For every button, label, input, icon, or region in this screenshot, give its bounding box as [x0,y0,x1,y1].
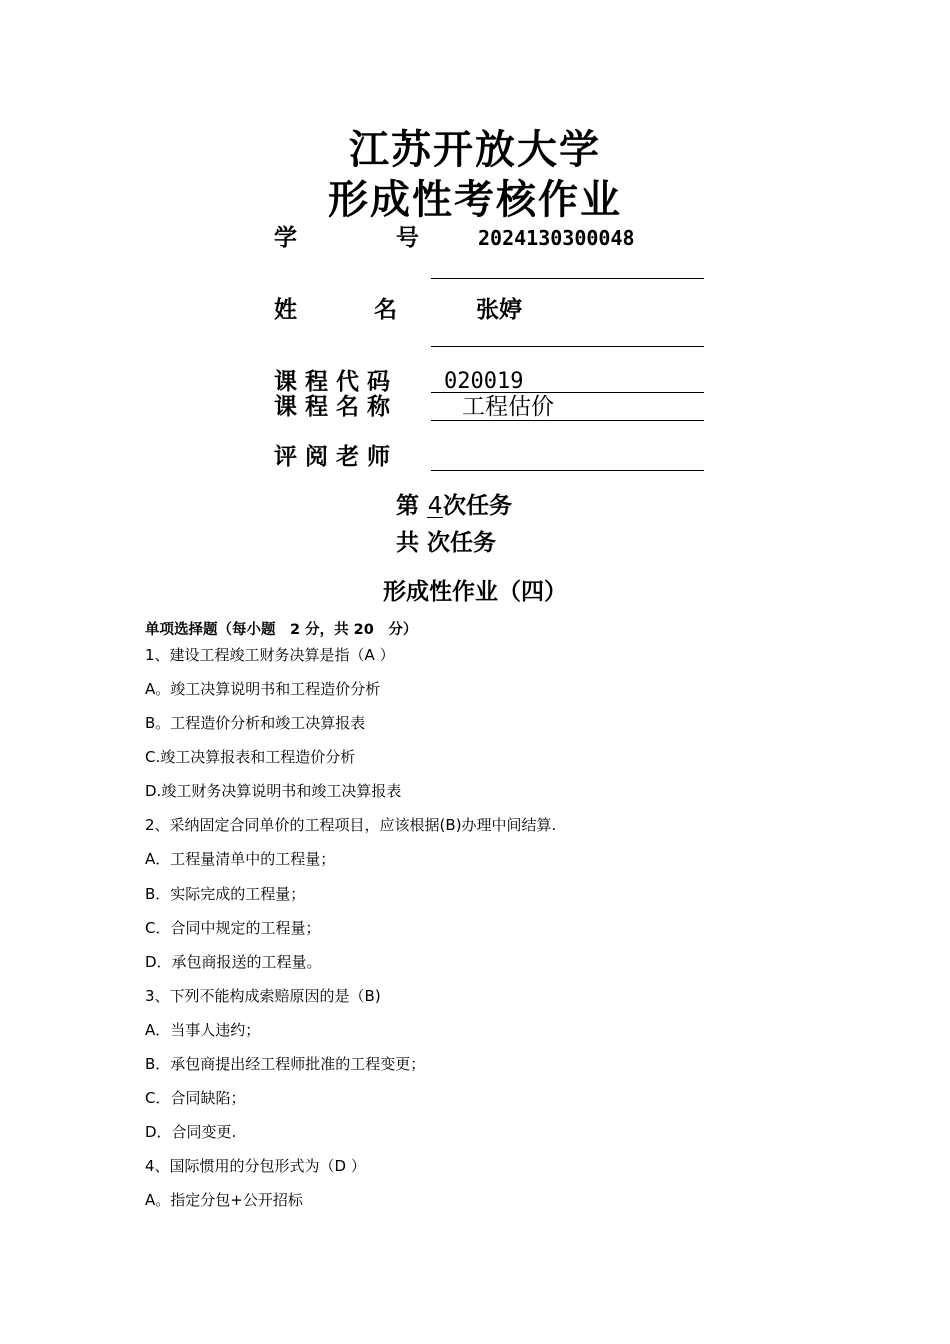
task-line [396,492,512,520]
option-line: A。指定分包+公开招标 [145,1191,303,1209]
question-line: 3、下列不能构成索赔原因的是（B) [145,987,381,1005]
option-line: B。工程造价分析和竣工决算报表 [145,714,366,732]
total-task-line [396,529,496,557]
option-line: A。竣工决算说明书和工程造价分析 [145,680,381,698]
option-line: D．合同变更. [145,1123,237,1141]
task-number: 4 [427,493,443,519]
option-line: C．合同中规定的工程量； [145,919,321,937]
name-underline [431,346,704,347]
option-line: C.竣工决算报表和工程造价分析 [145,748,356,766]
student-id-label-b: 号 [396,225,419,251]
reviewer-label: 评 阅 老 师 [274,444,391,470]
course-code-label: 课 程 代 码 [274,369,391,395]
course-name-value: 工程估价 [462,394,554,420]
course-code-value: 020019 [444,369,524,394]
student-id-underline [431,278,704,279]
option-line: A．工程量清单中的工程量； [145,850,336,868]
task-prefix: 第 [396,493,419,519]
university-title: 江苏开放大学 [349,127,601,173]
option-line: C．合同缺陷； [145,1089,246,1107]
document-title: 形成性考核作业 [328,177,622,223]
task-suffix: 次任务 [443,493,513,519]
option-line: B．承包商提出经工程师批准的工程变更； [145,1055,426,1073]
student-id-value: 2024130300048 [478,226,635,250]
name-label-a: 姓 [274,297,297,323]
option-line: D.竣工财务决算说明书和竣工决算报表 [145,782,402,800]
course-name-label: 课 程 名 称 [274,394,391,420]
homework-title: 形成性作业（四） [383,579,567,605]
option-line: A．当事人违约； [145,1021,261,1039]
course-name-underline [431,420,704,421]
total-task-prefix: 共 [396,530,419,556]
student-id-label-a: 学 [274,225,297,251]
total-task-suffix: 次任务 [427,530,497,556]
section-title: 单项选择题（每小题 2 分，共 20 分） [145,622,418,638]
name-value: 张婷 [476,297,522,323]
reviewer-underline [431,470,704,471]
question-line: 2、采纳固定合同单价的工程项目，应该根据(B)办理中间结算. [145,816,557,834]
question-line: 1、建设工程竣工财务决算是指（A ） [145,646,395,664]
name-label-b: 名 [374,297,397,323]
question-line: 4、国际惯用的分包形式为（D ） [145,1157,366,1175]
option-line: B．实际完成的工程量； [145,885,306,903]
option-line: D．承包商报送的工程量。 [145,953,322,971]
